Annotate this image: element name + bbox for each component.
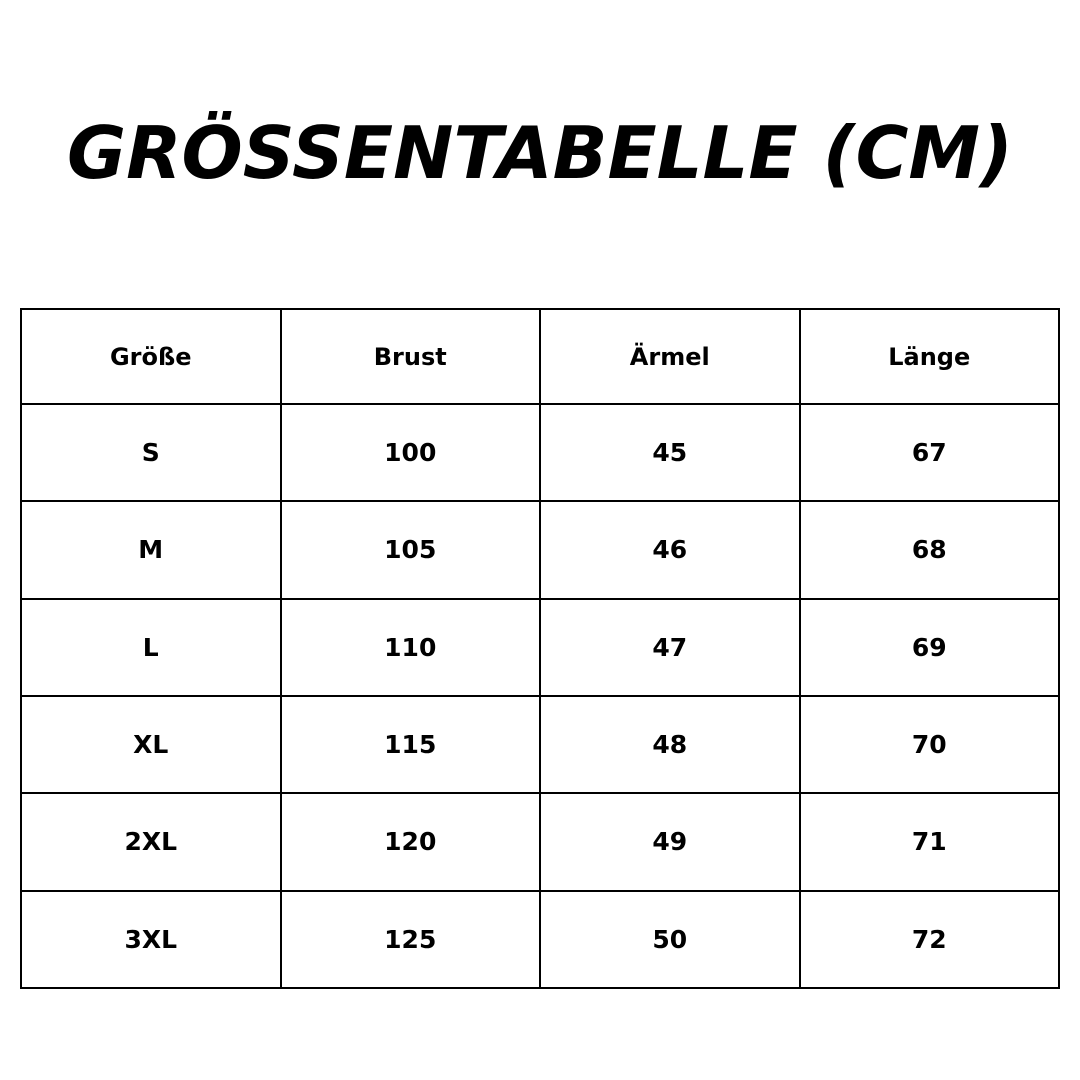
table-row [21,404,1059,501]
header-cell-size: Größe [21,309,281,404]
table-row [21,891,1059,988]
table-cell-sleeve: 46 [540,501,800,598]
table-cell-size: 3XL [21,891,281,988]
table-cell-size: M [21,501,281,598]
table-cell-length: 69 [800,599,1060,696]
table-row [21,696,1059,793]
table-cell-length: 70 [800,696,1060,793]
header-cell-sleeve: Ärmel [540,309,800,404]
table-cell-sleeve: 45 [540,404,800,501]
table-row [21,599,1059,696]
table-row [21,793,1059,890]
table-cell-sleeve: 50 [540,891,800,988]
table-cell-chest: 115 [281,696,541,793]
table-cell-size: XL [21,696,281,793]
table-cell-length: 67 [800,404,1060,501]
table-cell-length: 71 [800,793,1060,890]
page-title: GRÖSSENTABELLE (CM) [67,111,1013,195]
table-cell-size: S [21,404,281,501]
table-cell-sleeve: 49 [540,793,800,890]
table-header-row [21,309,1059,404]
table-cell-length: 72 [800,891,1060,988]
table-cell-chest: 100 [281,404,541,501]
table-cell-size: 2XL [21,793,281,890]
table-cell-sleeve: 47 [540,599,800,696]
header-cell-chest: Brust [281,309,541,404]
header-cell-length: Länge [800,309,1060,404]
table-cell-sleeve: 48 [540,696,800,793]
table-cell-chest: 105 [281,501,541,598]
size-table [20,308,1060,989]
table-cell-chest: 125 [281,891,541,988]
table-cell-chest: 110 [281,599,541,696]
table-row [21,501,1059,598]
table-cell-length: 68 [800,501,1060,598]
table-cell-size: L [21,599,281,696]
table-cell-chest: 120 [281,793,541,890]
